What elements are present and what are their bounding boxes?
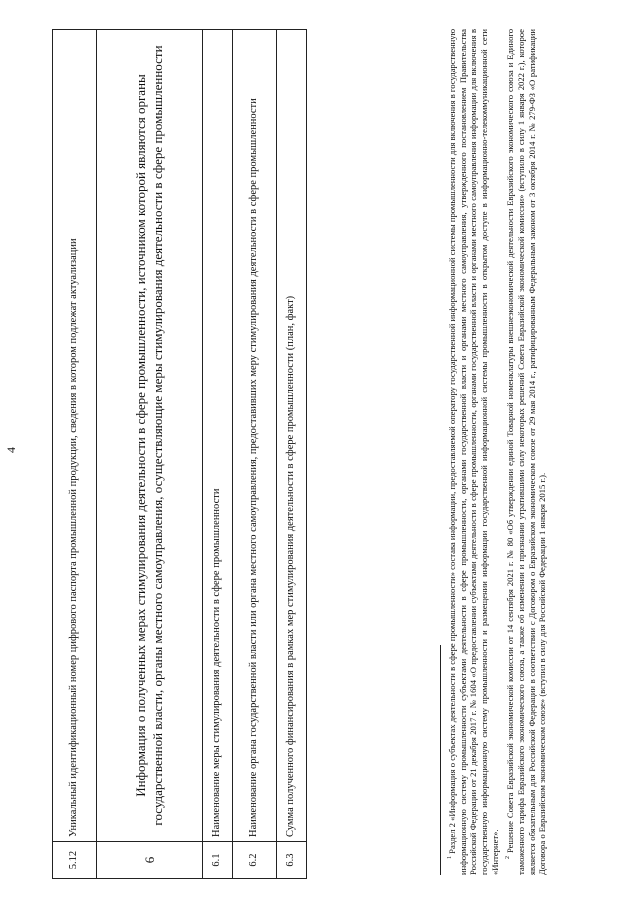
footnote-text: Раздел 2 «Информация о субъектах деятельности в сфере промышленности» состава информации, предоставляемой оператору государственной информационной системы промышленности для включения в государственную информационную систему промышленности субъектами деятельности в сфере промышленности, органами государственной власти и органами местного самоуправления, утвержденного постановлением Правительства Российской Федерации от 21 декабря 2017 г. № 1604 «О предоставлении субъектами деятельности в сфере промышленности, органами государственной власти и органами местного самоуправления информации для включения в государственную информационную систему промышленности и размещении информации государственной информационной системы промышленности в открытом доступе в информационно-телекоммуникационной сети «Интернет». (447, 29, 500, 875)
table-row (97, 30, 203, 879)
footnote (505, 29, 548, 875)
footnote (447, 29, 500, 875)
table-row (53, 30, 97, 879)
table-row (203, 30, 233, 879)
table-row (233, 30, 277, 879)
row-text: Сумма полученного финансирования в рамках мер стимулирования деятельности в сфере промышленности (план, факт) (277, 30, 307, 842)
row-number: 5.12 (53, 842, 97, 879)
requirements-table (52, 29, 307, 879)
row-number: 6.1 (203, 842, 233, 879)
footnotes (440, 29, 553, 875)
row-text: Наименование меры стимулирования деятельности в сфере промышленности (203, 30, 233, 842)
row-number: 6.3 (277, 842, 307, 879)
row-number: 6 (97, 842, 203, 879)
row-text: Информация о полученных мерах стимулирования деятельности в сфере промышленности, источником которой являются органы государственной власти, органы местного самоуправления, осуществляющие меры стимулирования деятельности в сфере промышленности (97, 30, 203, 842)
footnote-separator (440, 645, 441, 875)
footnote-mark: 2 (505, 856, 512, 859)
row-text: Наименование органа государственной власти или органа местного самоуправления, предоставивших меру стимулирования деятельности в сфере промышленности (233, 30, 277, 842)
page-number: 4 (4, 447, 18, 453)
row-text: Уникальный идентификационный номер цифрового паспорта промышленной продукции, сведения в котором подлежат актуализации (53, 30, 97, 842)
footnote-mark: 1 (447, 856, 454, 859)
table-row (277, 30, 307, 879)
footnote-text: Решение Совета Евразийской экономической комиссии от 14 сентября 2021 г. № 80 «Об утверждении единой Товарной номенклатуры внешнеэкономической деятельности Евразийского экономического союза и Единого таможенного тарифа Евразийского экономического союза, а также об изменении и признании утратившими силу некоторых решений Совета Евразийской экономической комиссии» (вступило в силу 1 января 2022 г.), которое является обязательным для Российской Федерации в соответствии с Договором о Евразийском экономическом союзе от 29 мая 2014 г., ратифицированным Федеральным законом от 3 октября 2014 г. № 279-ФЗ «О ратификации Договора о Евразийском экономическом союзе» (вступил в силу для Российской Федерации 1 января 2015 г.). (505, 29, 548, 875)
row-number: 6.2 (233, 842, 277, 879)
